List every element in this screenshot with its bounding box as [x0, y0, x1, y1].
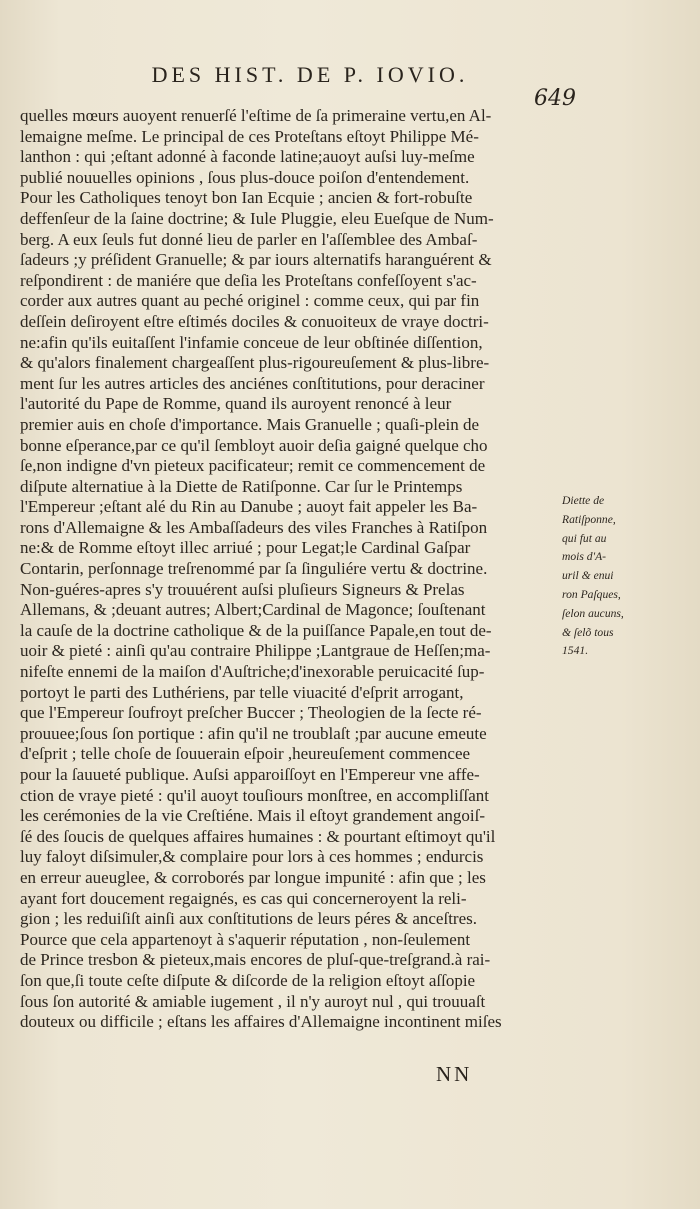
text-line: berg. A eux ſeuls fut donné lieu de parler en l'aſſemblee des Ambaſ-: [20, 229, 478, 249]
text-line: luy faloyt diſsimuler,& complaire pour lors à ces hommes ; endurcis: [20, 847, 484, 867]
margin-note-line: ron Paſques,: [562, 587, 621, 601]
text-line: publié nouuelles opinions , ſous plus-douce poiſon d'entendement.: [20, 167, 470, 187]
text-line: lemaigne meſme. Le principal de ces Proteſtans eſtoyt Philippe Mé-: [20, 126, 479, 146]
text-line: ayant fort doucement regaignés, es cas qui concerneroyent la reli-: [20, 888, 467, 908]
text-line: rons d'Allemaigne & les Ambaſſadeurs des viles Franches à Ratiſpon: [20, 517, 488, 537]
text-line: la cauſe de la doctrine catholique & de la puiſſance Papale,en tout de-: [20, 620, 492, 640]
text-line: bonne eſperance,par ce qu'il ſembloyt auoir deſia gaigné quelque cho: [20, 435, 488, 455]
text-line: ſous ſon autorité & amiable iugement , il n'y auroyt nul , qui trouuaſt: [20, 991, 486, 1011]
text-line: ne:afin qu'ils euitaſſent l'infamie conceue de leur obſtinée diſſention,: [20, 332, 483, 352]
text-line: l'Empereur ;eſtant alé du Rin au Danube ; auoyt fait appeler les Ba-: [20, 497, 478, 517]
running-title: DES HIST. DE P. IOVIO.: [151, 62, 469, 87]
text-line: Pour les Catholiques tenoyt bon Ian Ecquie ; ancien & fort-robuſte: [20, 188, 473, 208]
text-line: premier auis en choſe d'importance. Mais Granuelle ; quaſi-plein de: [20, 414, 480, 434]
margin-note-line: Diette de: [562, 494, 605, 507]
text-line: en erreur aueuglee, & corroborés par longue impunité : afin que ; les: [20, 867, 486, 887]
text-line: Allemans, & ;deuant autres; Albert;Cardinal de Magonce; ſouſtenant: [20, 600, 486, 620]
margin-note-line: & ſelõ tous: [562, 625, 614, 639]
text-line: reſpondirent : de maniére que deſia les Proteſtans confeſſoyent s'ac-: [20, 270, 477, 290]
text-line: ſé des ſoucis de quelques affaires humaines : & pourtant eſtimoyt qu'il: [20, 826, 496, 846]
text-line: douteux ou difficile ; eſtans les affaires d'Allemaigne incontinent miſes: [20, 1012, 502, 1032]
body-text: [20, 106, 550, 1033]
text-line: prouuee;ſous ſon portique : afin qu'il ne troublaſt ;par aucune emeute: [20, 723, 487, 743]
text-line: pour la ſauueté publique. Auſsi apparoiſſoyt en l'Empereur vne affe-: [20, 765, 480, 784]
text-line: portoyt le parti des Luthériens, par telle viuacité d'eſprit arrogant,: [20, 682, 464, 702]
signature-mark: NN: [436, 1062, 473, 1086]
text-line: de Prince tresbon & pieteux,mais encores de pluſ-que-treſgrand.à rai-: [20, 950, 491, 970]
margin-note-line: mois d'A-: [562, 550, 607, 564]
margin-note-line: uril & enui: [562, 569, 614, 583]
text-line: ment ſur les autres articles des anciénes conſtitutions, pour deraciner: [20, 373, 485, 393]
text-line: deſſein deſiroyent eſtre eſtimés dociles & conuoiteux de vraye doctri-: [20, 311, 489, 331]
margin-note-line: 1541.: [562, 644, 589, 658]
text-line: ne:& de Romme eſtoyt illec arriué ; pour Legat;le Cardinal Gaſpar: [20, 538, 471, 558]
text-line: l'autorité du Pape de Romme, quand ils auroyent renoncé à leur: [20, 394, 452, 414]
text-line: les cerémonies de la vie Creſtiéne. Mais il eſtoyt grandement angoiſ-: [20, 806, 485, 826]
margin-note-line: qui fut au: [562, 531, 607, 545]
text-line: d'eſprit ; telle choſe de ſouuerain eſpoir ,heureuſement commencee: [20, 744, 471, 764]
text-line: ſon que,ſi toute ceſte diſpute & diſcorde de la religion eſtoyt aſſopie: [20, 970, 476, 990]
text-line: corder aux autres quant au peché originel : comme ceux, qui par fin: [20, 291, 480, 311]
text-line: quelles mœurs auoyent renuerſé l'eſtime de ſa primeraine vertu,en Al-: [20, 106, 492, 125]
margin-note-line: Ratiſponne,: [562, 512, 616, 526]
text-line: lanthon : qui ;eſtant adonné à faconde latine;auoyt auſsi luy-meſme: [20, 147, 475, 167]
text-line: & qu'alors finalement chargeaſſent plus-rigoureuſement & plus-libre-: [20, 353, 490, 373]
text-line: que l'Empereur ſoufroyt preſcher Buccer ; Theologien de la ſecte ré-: [20, 703, 482, 723]
margin-note: [562, 492, 692, 661]
text-line: deffenſeur de la ſaine doctrine; & Iule Pluggie, eleu Eueſque de Num-: [20, 208, 494, 228]
text-line: nifeſte ennemi de la maiſon d'Auſtriche;d'inexorable peruicacité ſup-: [20, 662, 485, 682]
text-line: Pource que cela appartenoyt à s'aquerir réputation , non-ſeulement: [20, 929, 471, 949]
text-line: uoir & pieté : ainſi qu'au contraire Philippe ;Lantgraue de Heſſen;ma-: [20, 641, 491, 661]
text-line: ſe,non indigne d'vn pieteux pacificateur; remit ce commencement de: [20, 456, 486, 476]
text-line: Non-guéres-apres s'y trouuérent auſsi pluſieurs Signeurs & Prelas: [20, 579, 465, 599]
text-line: diſpute alternatiue à la Diette de Ratiſponne. Car ſur le Printemps: [20, 476, 463, 496]
text-line: gion ; les reduiſiſt ainſi aux conſtitutions de leurs péres & anceſtres.: [20, 909, 477, 929]
page-number: 649: [534, 86, 576, 111]
text-line: ction de vraye pieté : qu'il auoyt touſiours monſtree, en accompliſſant: [20, 785, 490, 805]
text-line: ſadeurs ;y préſident Granuelle; & par iours alternatifs haranguérent &: [20, 250, 492, 270]
text-line: Contarin, perſonnage treſrenommé par ſa ſinguliére vertu & doctrine.: [20, 559, 488, 579]
margin-note-line: ſelon aucuns,: [562, 606, 624, 620]
